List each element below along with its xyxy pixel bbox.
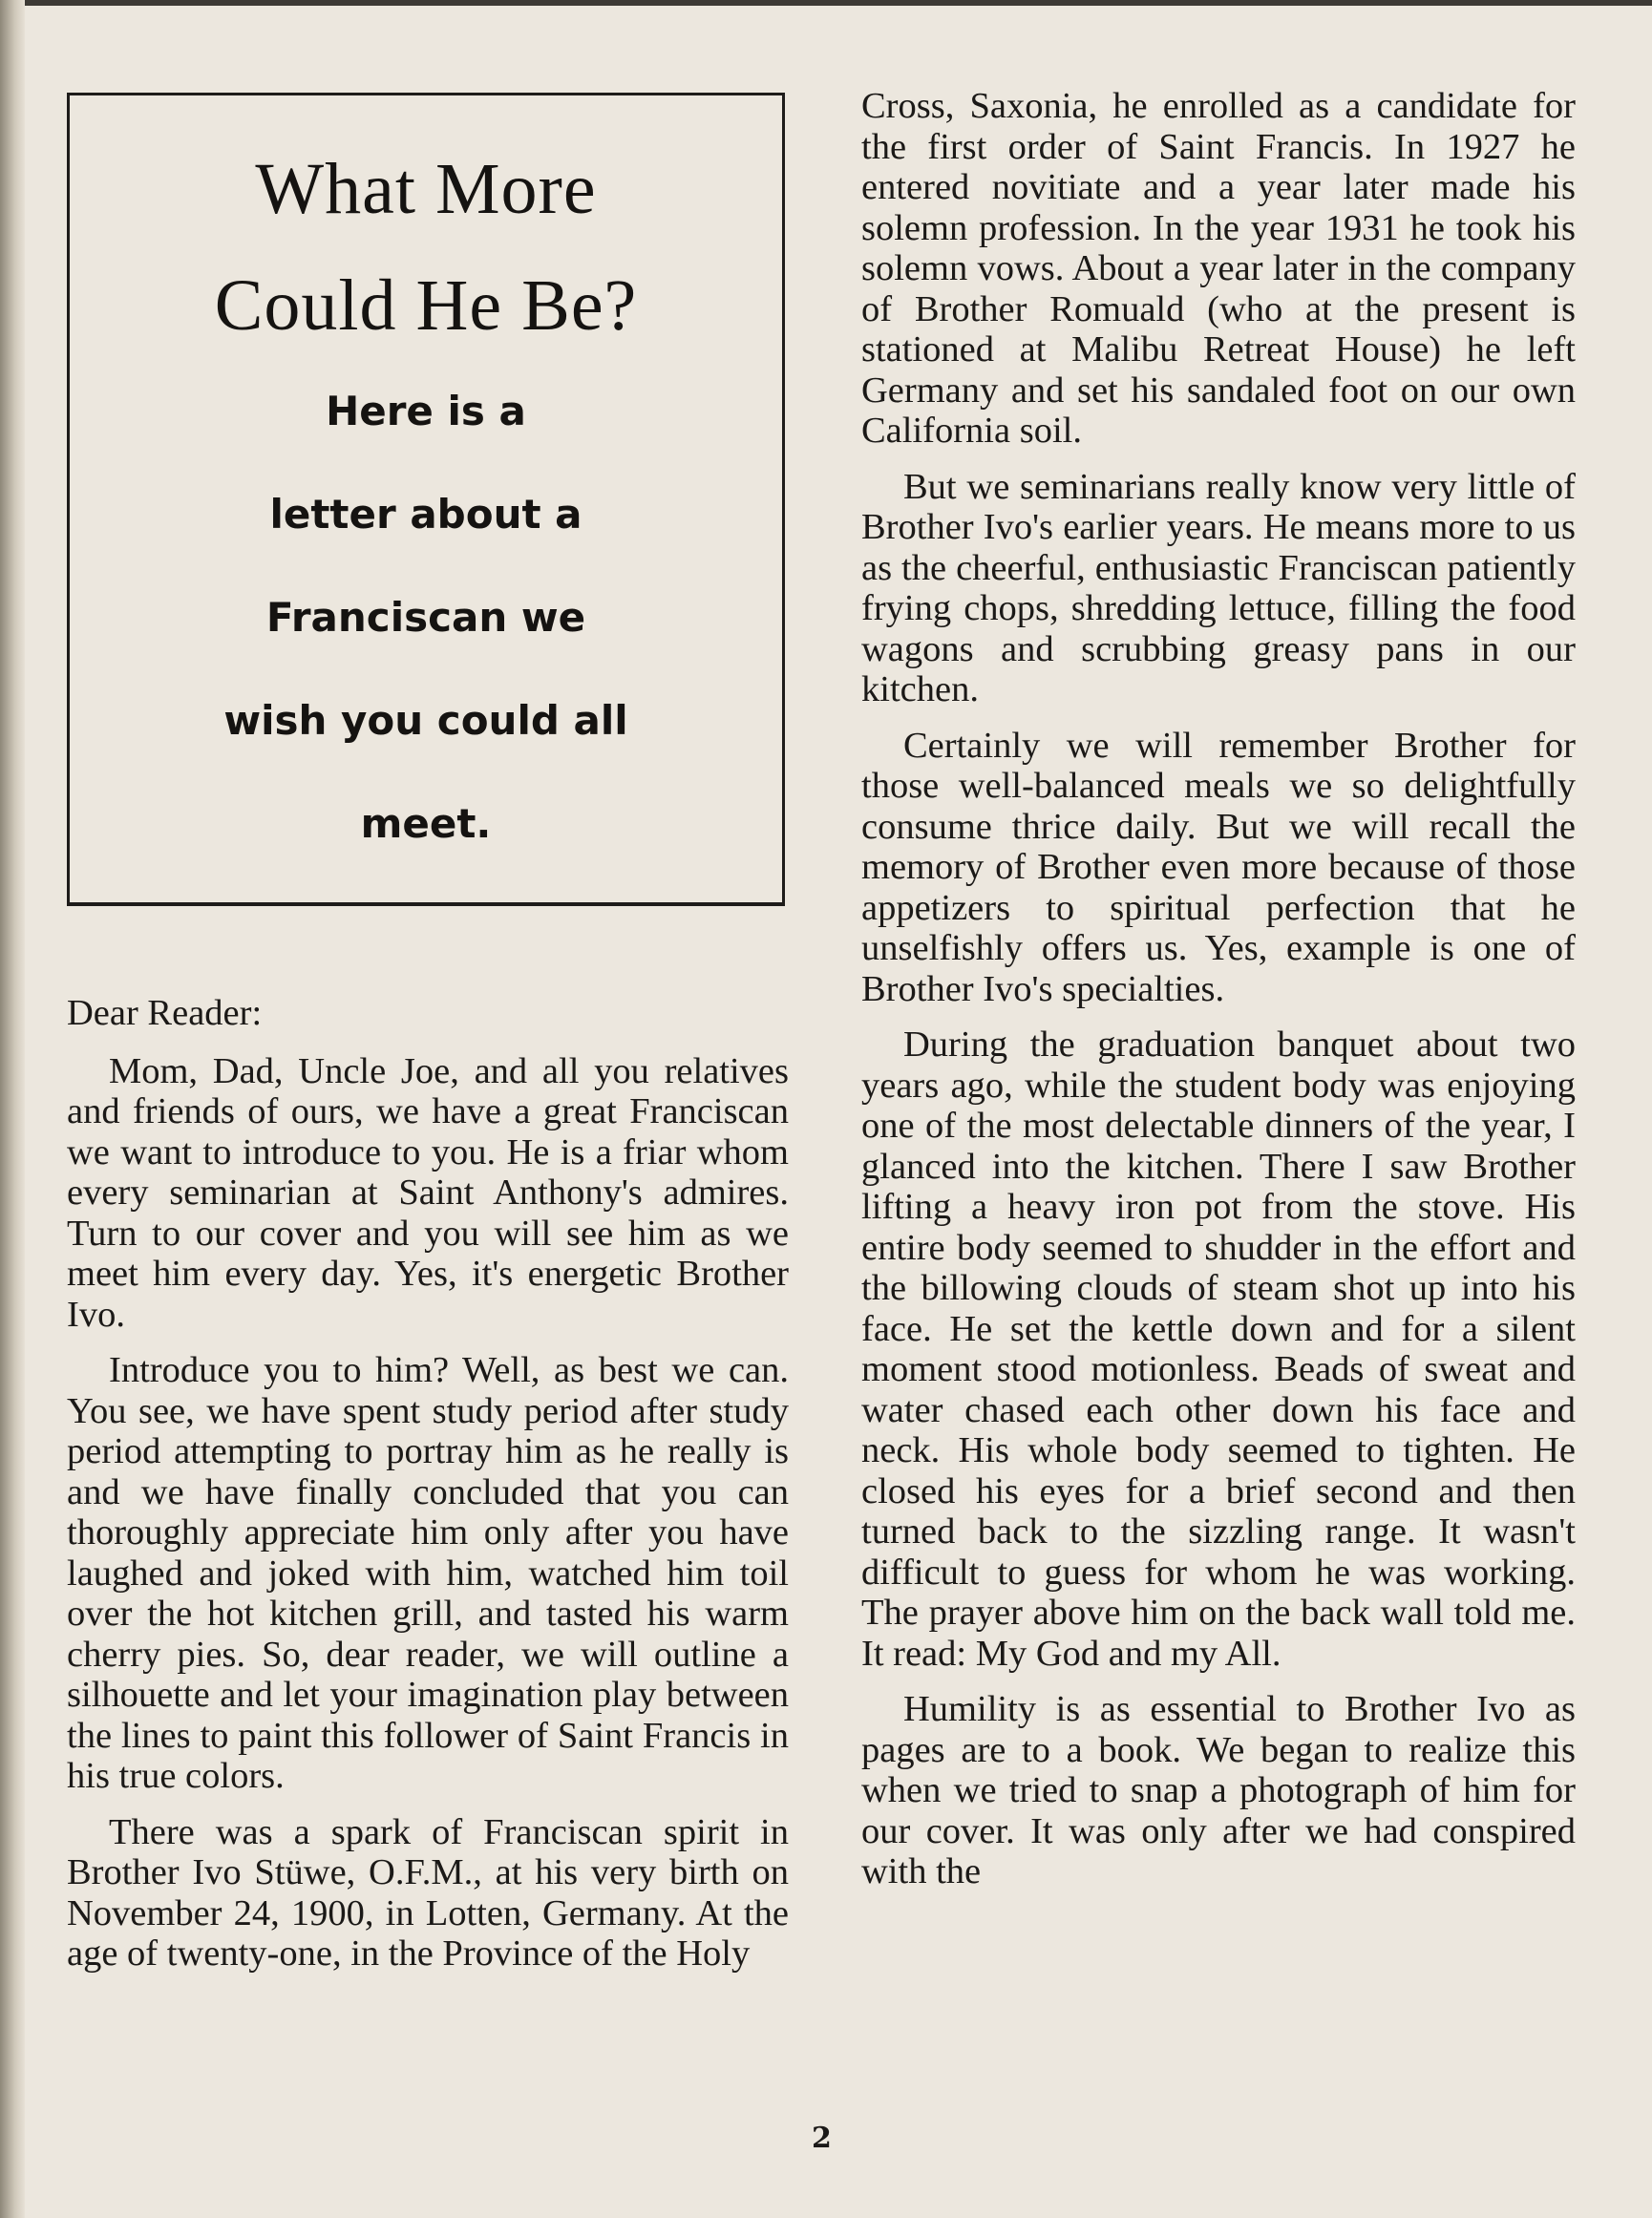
subtitle-line: Franciscan we: [265, 594, 586, 641]
subtitle-line: wish you could all: [223, 697, 628, 744]
article-title-line-1: What More: [255, 149, 597, 229]
page-spine-shadow: [0, 0, 25, 2218]
salutation: Dear Reader:: [67, 993, 263, 1033]
subtitle-line: Here is a: [326, 388, 526, 434]
body-paragraph: Humility is as essential to Brother Ivo as pages are to a book. We began to realize this when we tried to snap a photograph of him for our cover. It was only after we had conspired with the: [861, 1689, 1576, 1891]
right-text-column: [861, 86, 1576, 1908]
left-text-column: [67, 993, 789, 1990]
body-paragraph: During the graduation banquet about two years ago, while the student body was enjoying one of the most delectable dinners of the year, I glanced into the kitchen. There I saw Brother lifting a heavy iron pot from the stove. His entire body seemed to shudder in the effort and the billowing clouds of steam shot up into his face. He set the kettle down and for a silent moment stood motionless. Beads of sweat and water chased each other down his face and neck. His whole body seemed to tighten. He closed his eyes for a brief second and then turned back to the sizzling range. It wasn't difficult to guess for whom he was working. The prayer above him on the back wall told me. It read: My God and my All.: [861, 1025, 1576, 1674]
subtitle-line: meet.: [360, 800, 492, 847]
article-title-line-2: Could He Be?: [214, 265, 638, 346]
continued-paragraph: Cross, Saxonia, he enrolled as a candidate for the first order of Saint Francis. In 1927 he entered novitiate and a year later made his solemn profession. In the year 1931 he took his solemn vows. About a year later in the company of Brother Romuald (who at the present is stationed at Malibu Retreat House) he left Germany and set his sandaled foot on our own California soil.: [861, 86, 1576, 451]
page-number: 2: [812, 2122, 832, 2155]
body-paragraph: Introduce you to him? Well, as best we can. You see, we have spent study period after study period attempting to portray him as he really is and we have finally concluded that you can thoroughly appreciate him only after you have laughed and joked with him, watched him toil over the hot kitchen grill, and tasted his warm cherry pies. So, dear reader, we will outline a silhouette and let your imagination play between the lines to paint this follower of Saint Francis in his true colors.: [67, 1350, 789, 1796]
body-paragraph: There was a spark of Franciscan spirit in Brother Ivo Stüwe, O.F.M., at his very birth on November 24, 1900, in Lotten, Germany. At the age of twenty-one, in the Province of the Holy: [67, 1811, 789, 1974]
body-paragraph: But we seminarians really know very little of Brother Ivo's earlier years. He means more to us as the cheerful, enthusiastic Franciscan patiently frying chops, shredding lettuce, filling the food wagons and scrubbing greasy pans in our kitchen.: [861, 466, 1576, 709]
title-box: [67, 93, 785, 906]
body-paragraph: Mom, Dad, Uncle Joe, and all you relatives and friends of ours, we have a great Franciscan we want to introduce to you. He is a friar whom every seminarian at Saint Anthony's admires. Turn to our cover and you will see him as we meet him every day. Yes, it's energetic Brother Ivo.: [67, 1050, 789, 1335]
subtitle-line: letter about a: [269, 491, 582, 538]
body-paragraph: Certainly we will remember Brother for those well-balanced meals we so delightfully consume thrice daily. But we will recall the memory of Brother even more because of those appetizers to spiritual perfection that he unselfishly offers us. Yes, example is one of Brother Ivo's specialties.: [861, 725, 1576, 1009]
